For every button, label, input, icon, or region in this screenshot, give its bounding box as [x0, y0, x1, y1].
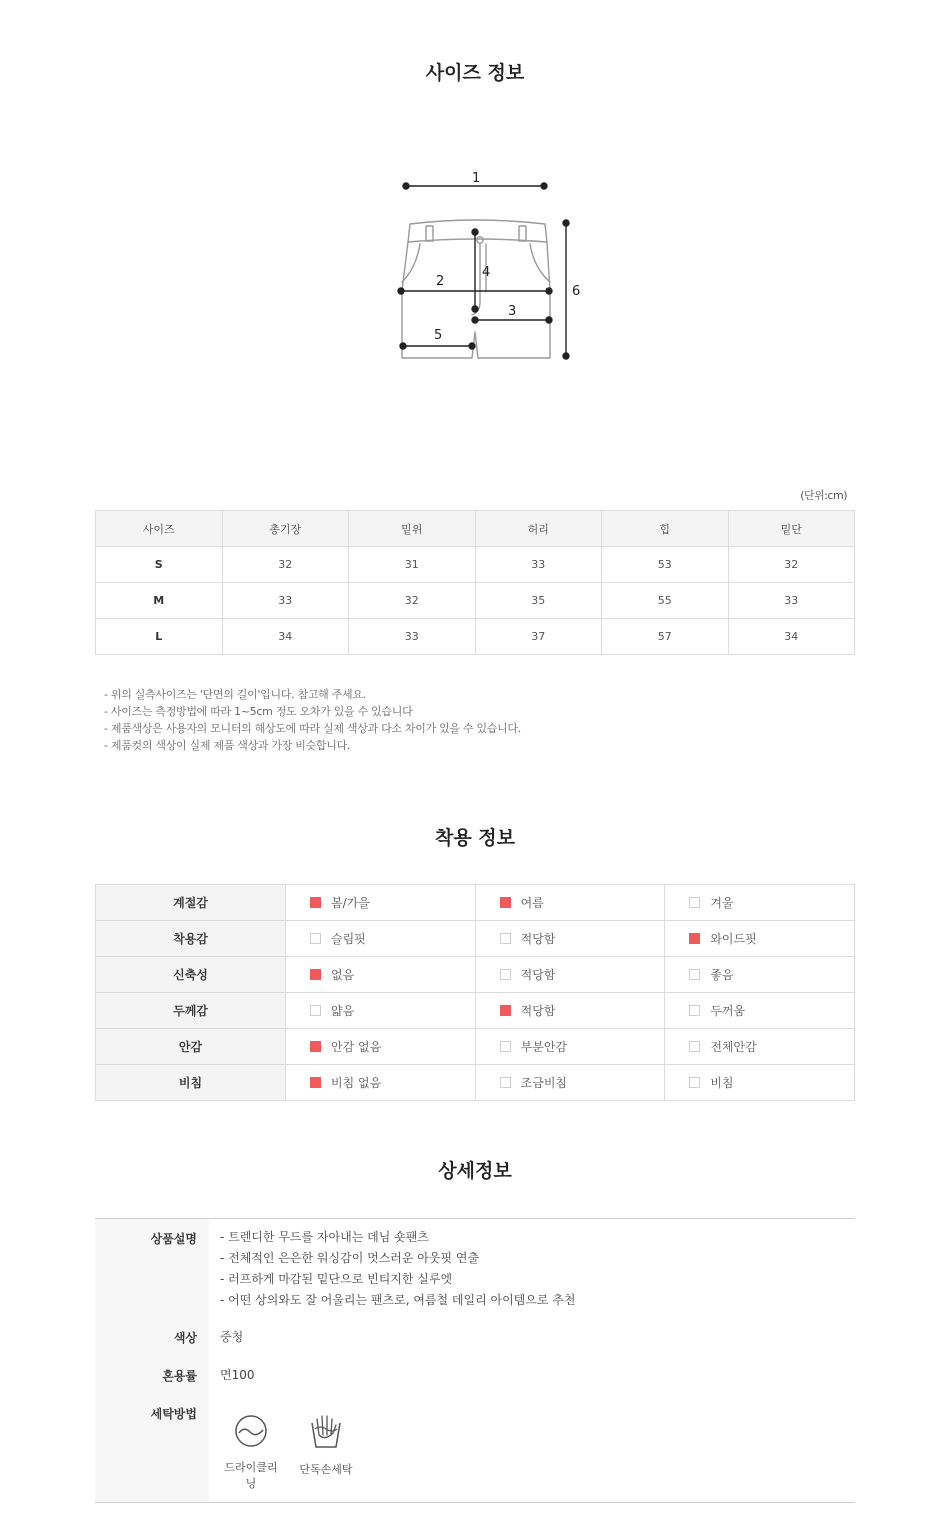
- fit-row-label: 착용감: [96, 921, 286, 957]
- unit-label: (단위:cm): [800, 489, 847, 502]
- fit-option-label: 조금비침: [520, 1076, 568, 1090]
- unchecked-box-icon: [689, 1077, 700, 1088]
- unchecked-box-icon: [689, 897, 700, 908]
- fit-row: [96, 1065, 855, 1101]
- table-row: [96, 619, 855, 655]
- fit-option: [475, 993, 665, 1029]
- note-line: - 제품색상은 사용자의 모니터의 해상도에 따라 실제 색상과 다소 차이가 있을 수 있습니다.: [104, 722, 521, 735]
- checked-box-icon: [310, 897, 321, 908]
- value-cell: 34: [222, 619, 349, 655]
- fit-info-title: 착용 정보: [434, 827, 516, 849]
- value-cell: 37: [475, 619, 602, 655]
- description-line: - 러프하게 마감된 밑단으로 빈티지한 실루엣: [220, 1272, 453, 1286]
- fabric-value: 면100: [220, 1368, 255, 1382]
- length-column-header: 총기장: [222, 511, 349, 547]
- description-line: - 트렌디한 무드를 자아내는 데님 숏팬츠: [220, 1230, 429, 1244]
- description-lines: [220, 1227, 575, 1311]
- checked-box-icon: [689, 933, 700, 944]
- fit-option-label: 부분안감: [520, 1040, 568, 1054]
- value-cell: 31: [349, 547, 476, 583]
- hem-column-header: 밑단: [728, 511, 855, 547]
- value-cell: 33: [728, 583, 855, 619]
- waist-column-header: 허리: [475, 511, 602, 547]
- description-line: - 전체적인 은은한 워싱감이 멋스러운 아웃핏 연출: [220, 1251, 480, 1265]
- fabric-label: 혼용률: [162, 1369, 197, 1383]
- unchecked-box-icon: [689, 1041, 700, 1052]
- fit-option: [475, 1029, 665, 1065]
- fit-option: [286, 1029, 476, 1065]
- fit-option-label: 얇음: [331, 1004, 355, 1018]
- fit-option: [286, 921, 476, 957]
- size-notes: [104, 686, 521, 754]
- fit-option: [286, 993, 476, 1029]
- fit-option: [286, 885, 476, 921]
- fit-option-label: 적당함: [520, 968, 556, 982]
- unchecked-box-icon: [500, 969, 511, 980]
- value-cell: 35: [475, 583, 602, 619]
- fit-option: [665, 1029, 855, 1065]
- fit-option-label: 두꺼움: [710, 1004, 746, 1018]
- fit-option: [665, 885, 855, 921]
- value-cell: 53: [602, 547, 729, 583]
- fit-option: [475, 885, 665, 921]
- fit-option-label: 겨울: [710, 896, 734, 910]
- shorts-measurement-diagram: [380, 160, 590, 370]
- unchecked-box-icon: [689, 1005, 700, 1016]
- table-row: [96, 583, 855, 619]
- size-cell: L: [96, 619, 223, 655]
- detail-box: [95, 1218, 855, 1503]
- fit-option-label: 봄/가을: [331, 896, 370, 910]
- hand-wash-icon: [306, 1411, 346, 1451]
- value-cell: 57: [602, 619, 729, 655]
- color-label: 색상: [173, 1331, 197, 1345]
- unchecked-box-icon: [500, 933, 511, 944]
- checked-box-icon: [310, 1077, 321, 1088]
- wash-item-label: 단독손세탁: [299, 1463, 353, 1476]
- color-value: 중청: [220, 1330, 244, 1344]
- detail-info-title: 상세정보: [438, 1160, 512, 1182]
- unchecked-box-icon: [310, 1005, 321, 1016]
- wash-item-dry-clean: [220, 1409, 282, 1491]
- size-cell: S: [96, 547, 223, 583]
- fit-option: [665, 921, 855, 957]
- size-table: [95, 510, 855, 655]
- fit-option: [475, 921, 665, 957]
- value-cell: 33: [349, 619, 476, 655]
- fit-option-label: 비침 없음: [331, 1076, 382, 1090]
- fit-option-label: 적당함: [520, 932, 556, 946]
- fit-row-label: 신축성: [96, 957, 286, 993]
- value-cell: 32: [728, 547, 855, 583]
- diagram-label-5: 5: [434, 328, 443, 343]
- fit-option-label: 전체안감: [710, 1040, 757, 1054]
- diagram-label-3: 3: [508, 304, 517, 319]
- diagram-label-6: 6: [572, 284, 581, 299]
- size-info-title: 사이즈 정보: [425, 62, 525, 84]
- fit-row-label: 계절감: [96, 885, 286, 921]
- note-line: - 제품컷의 색상이 실제 제품 색상과 가장 비슷합니다.: [104, 739, 351, 752]
- fit-row-label: 비침: [96, 1065, 286, 1101]
- hip-column-header: 힙: [602, 511, 729, 547]
- fit-option: [665, 1065, 855, 1101]
- unchecked-box-icon: [689, 969, 700, 980]
- checked-box-icon: [310, 969, 321, 980]
- fit-option-label: 좋음: [710, 968, 734, 982]
- fit-row: [96, 921, 855, 957]
- fit-option: [665, 993, 855, 1029]
- fit-option-label: 없음: [331, 968, 355, 982]
- fit-row: [96, 885, 855, 921]
- note-line: - 사이즈는 측정방법에 따라 1~5cm 정도 오차가 있을 수 있습니다: [104, 705, 413, 718]
- description-line: - 어떤 상의와도 잘 어울리는 팬츠로, 여름철 데일리 아이템으로 추천: [220, 1293, 576, 1307]
- fit-row-label: 두께감: [96, 993, 286, 1029]
- value-cell: 34: [728, 619, 855, 655]
- size-column-header: 사이즈: [96, 511, 223, 547]
- checked-box-icon: [500, 1005, 511, 1016]
- value-cell: 32: [222, 547, 349, 583]
- fit-option-label: 여름: [520, 896, 544, 910]
- fit-row: [96, 957, 855, 993]
- fit-row-label: 안감: [96, 1029, 286, 1065]
- fit-option: [286, 957, 476, 993]
- wash-item-hand-wash: [295, 1409, 357, 1477]
- value-cell: 33: [222, 583, 349, 619]
- unchecked-box-icon: [500, 1077, 511, 1088]
- fit-option-label: 안감 없음: [331, 1040, 382, 1054]
- description-label: 상품설명: [150, 1232, 197, 1246]
- fit-table: [95, 884, 855, 1101]
- fit-option: [286, 1065, 476, 1101]
- wash-item-label: 드라이클리닝: [224, 1461, 278, 1490]
- unchecked-box-icon: [310, 933, 321, 944]
- note-line: - 위의 실측사이즈는 '단면의 길이'입니다. 참고해 주세요.: [104, 688, 366, 701]
- rise-column-header: 밑위: [349, 511, 476, 547]
- fit-option: [475, 1065, 665, 1101]
- dry-clean-icon: [233, 1413, 269, 1449]
- fit-row: [96, 993, 855, 1029]
- checked-box-icon: [500, 897, 511, 908]
- value-cell: 55: [602, 583, 729, 619]
- fit-option-label: 적당함: [520, 1004, 556, 1018]
- fit-option: [665, 957, 855, 993]
- diagram-label-1: 1: [472, 171, 481, 186]
- table-row: [96, 547, 855, 583]
- fit-option-label: 와이드핏: [710, 932, 757, 946]
- value-cell: 33: [475, 547, 602, 583]
- size-cell: M: [96, 583, 223, 619]
- detail-label-column: [95, 1219, 209, 1502]
- fit-option: [475, 957, 665, 993]
- value-cell: 32: [349, 583, 476, 619]
- checked-box-icon: [310, 1041, 321, 1052]
- diagram-label-2: 2: [436, 274, 445, 289]
- size-table-header-row: [96, 511, 855, 547]
- diagram-label-4: 4: [482, 265, 491, 280]
- unchecked-box-icon: [500, 1041, 511, 1052]
- fit-option-label: 슬림핏: [331, 932, 366, 946]
- fit-row: [96, 1029, 855, 1065]
- fit-option-label: 비침: [710, 1076, 734, 1090]
- wash-label: 세탁방법: [150, 1407, 197, 1421]
